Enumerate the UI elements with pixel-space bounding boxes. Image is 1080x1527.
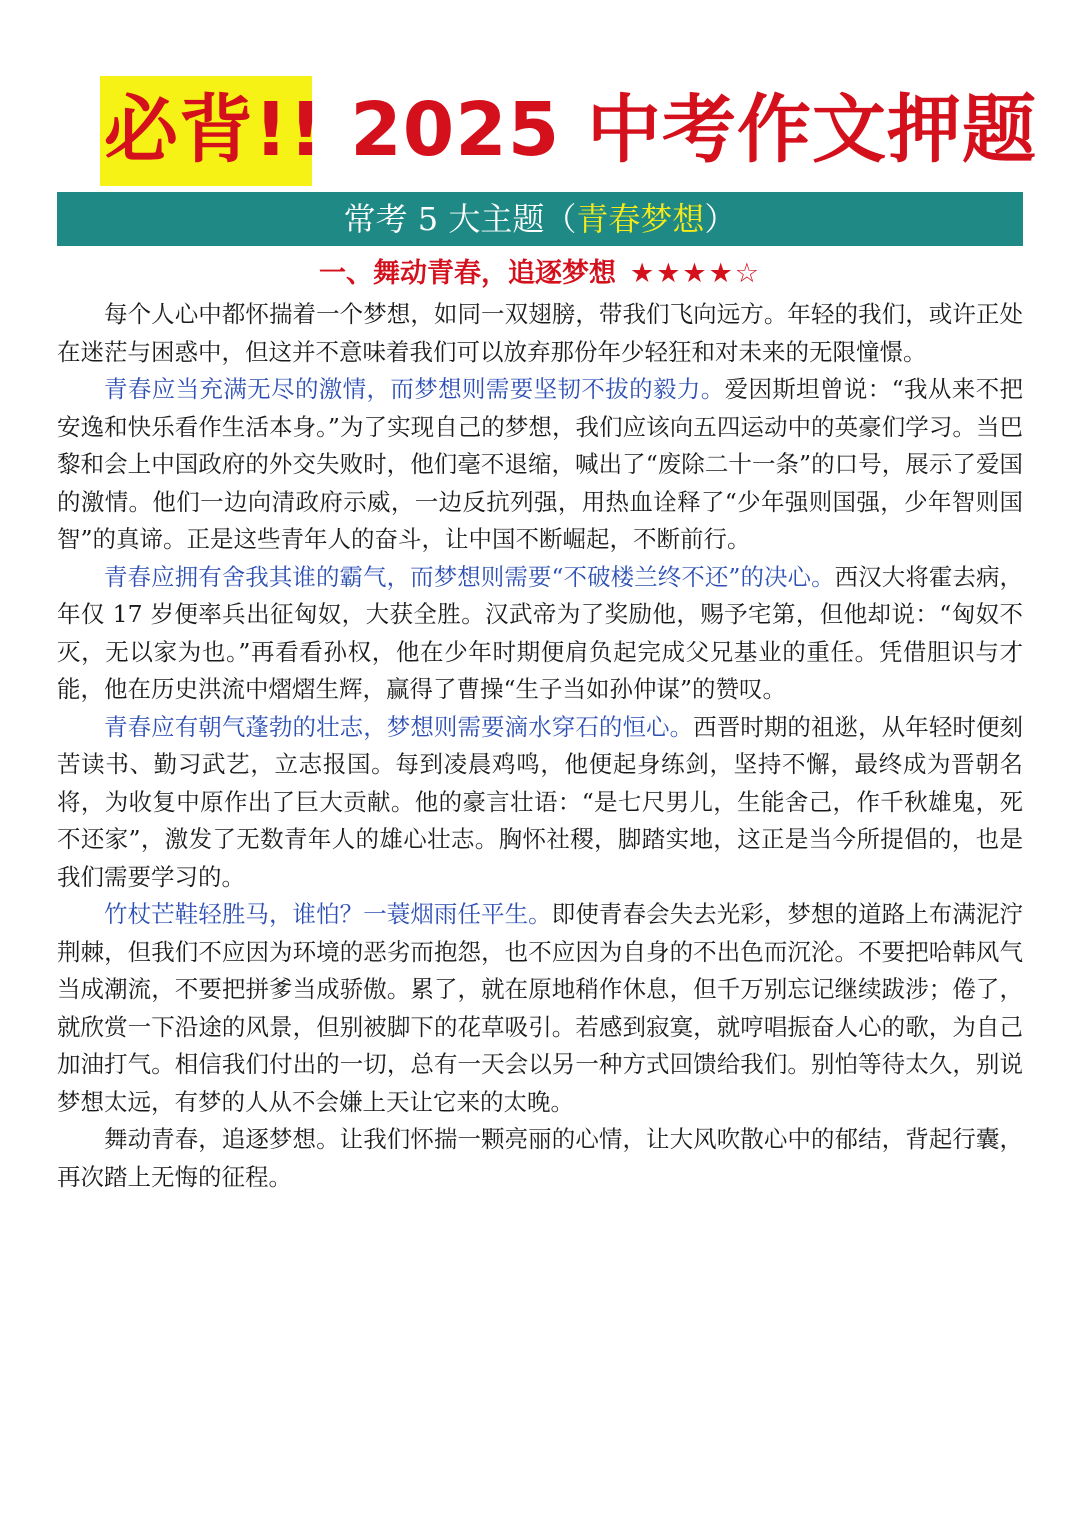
page-title <box>0 76 1080 188</box>
theme-banner <box>57 192 1023 246</box>
title-text <box>104 82 1037 178</box>
title-highlight: 必背!! <box>104 87 324 173</box>
paragraph-3 <box>57 559 1023 709</box>
title-main: 2025 中考作文押题 <box>323 87 1037 173</box>
star-rating: ★★★★☆ <box>629 258 762 289</box>
paragraph-lead: 青春应有朝气蓬勃的壮志，梦想则需要滴水穿石的恒心。 <box>104 712 694 741</box>
paragraph-1 <box>57 296 1023 371</box>
paragraph-2 <box>57 371 1023 559</box>
paragraph-text: 即使青春会失去光彩，梦想的道路上布满泥泞荆棘，但我们不应因为环境的恶劣而抱怨，也不应因为自身的不出色而沉沦。不要把哈韩风气当成潮流，不要把拼爹当成骄傲。累了，就在原地稍作休息，但千万别忘记继续跋涉；倦了，就欣赏一下沿途的风景，但别被脚下的花草吸引。若感到寂寞，就哼唱振奋人心的歌，为自己加油打气。相信我们付出的一切，总有一天会以另一种方式回馈给我们。别怕等待太久，别说梦想太远，有梦的人从不会嫌上天让它来的太晚。 <box>57 900 1023 1116</box>
paragraph-lead: 竹杖芒鞋轻胜马，谁怕？一蓑烟雨任平生。 <box>104 900 552 928</box>
paragraph-text: 西汉大将霍去病，年仅 17 岁便率兵出征匈奴，大获全胜。汉武帝为了奖励他，赐予宅第，但他却说：“匈奴不灭，无以家为也。”再看看孙权，他在少年时期便肩负起完成父兄基业的重任。凭借胆识与才能，他在历史洪流中熠熠生辉，赢得了曹操“生子当如孙仲谋”的赞叹。 <box>57 562 1024 703</box>
paragraph-6 <box>57 1121 1023 1196</box>
paragraph-lead: 青春应拥有舍我其谁的霸气，而梦想则需要“不破楼兰终不还”的决心。 <box>104 562 835 591</box>
essay-body <box>57 296 1023 1196</box>
banner-prefix: 常考 5 大主题（ <box>343 200 577 238</box>
paragraph-lead: 青春应当充满无尽的激情，而梦想则需要坚韧不拔的毅力。 <box>104 375 725 403</box>
section-heading <box>0 252 1080 296</box>
paragraph-text: 爱因斯坦曾说：“我从来不把安逸和快乐看作生活本身。”为了实现自己的梦想，我们应该向五四运动中的英豪们学习。当巴黎和会上中国政府的外交失败时，他们毫不退缩，喊出了“废除二十一条”的口号，展示了爱国的激情。他们一边向清政府示威，一边反抗列强，用热血诠释了“少年强则国强，少年智则国智”的真谛。正是这些青年人的奋斗，让中国不断崛起，不断前行。 <box>57 375 1024 553</box>
banner-suffix: ） <box>704 200 737 238</box>
paragraph-4 <box>57 709 1023 897</box>
banner-highlight: 青春梦想 <box>576 200 705 238</box>
paragraph-5 <box>57 896 1023 1121</box>
paragraph-text: 每个人心中都怀揣着一个梦想，如同一双翅膀，带我们飞向远方。年轻的我们，或许正处在迷茫与困惑中，但这并不意味着我们可以放弃那份年少轻狂和对未来的无限憧憬。 <box>57 300 1023 366</box>
section-title: 一、舞动青春，追逐梦想 <box>318 258 616 289</box>
paragraph-text: 舞动青春，追逐梦想。让我们怀揣一颗亮丽的心情，让大风吹散心中的郁结，背起行囊，再次踏上无悔的征程。 <box>57 1125 1023 1191</box>
paragraph-text: 西晋时期的祖逖，从年轻时便刻苦读书、勤习武艺，立志报国。每到凌晨鸡鸣，他便起身练剑，坚持不懈，最终成为晋朝名将，为收复中原作出了巨大贡献。他的豪言壮语：“是七尺男儿，生能舍己，作千秋雄鬼，死不还家”，激发了无数青年人的雄心壮志。胸怀社稷，脚踏实地，这正是当今所提倡的，也是我们需要学习的。 <box>57 712 1024 891</box>
